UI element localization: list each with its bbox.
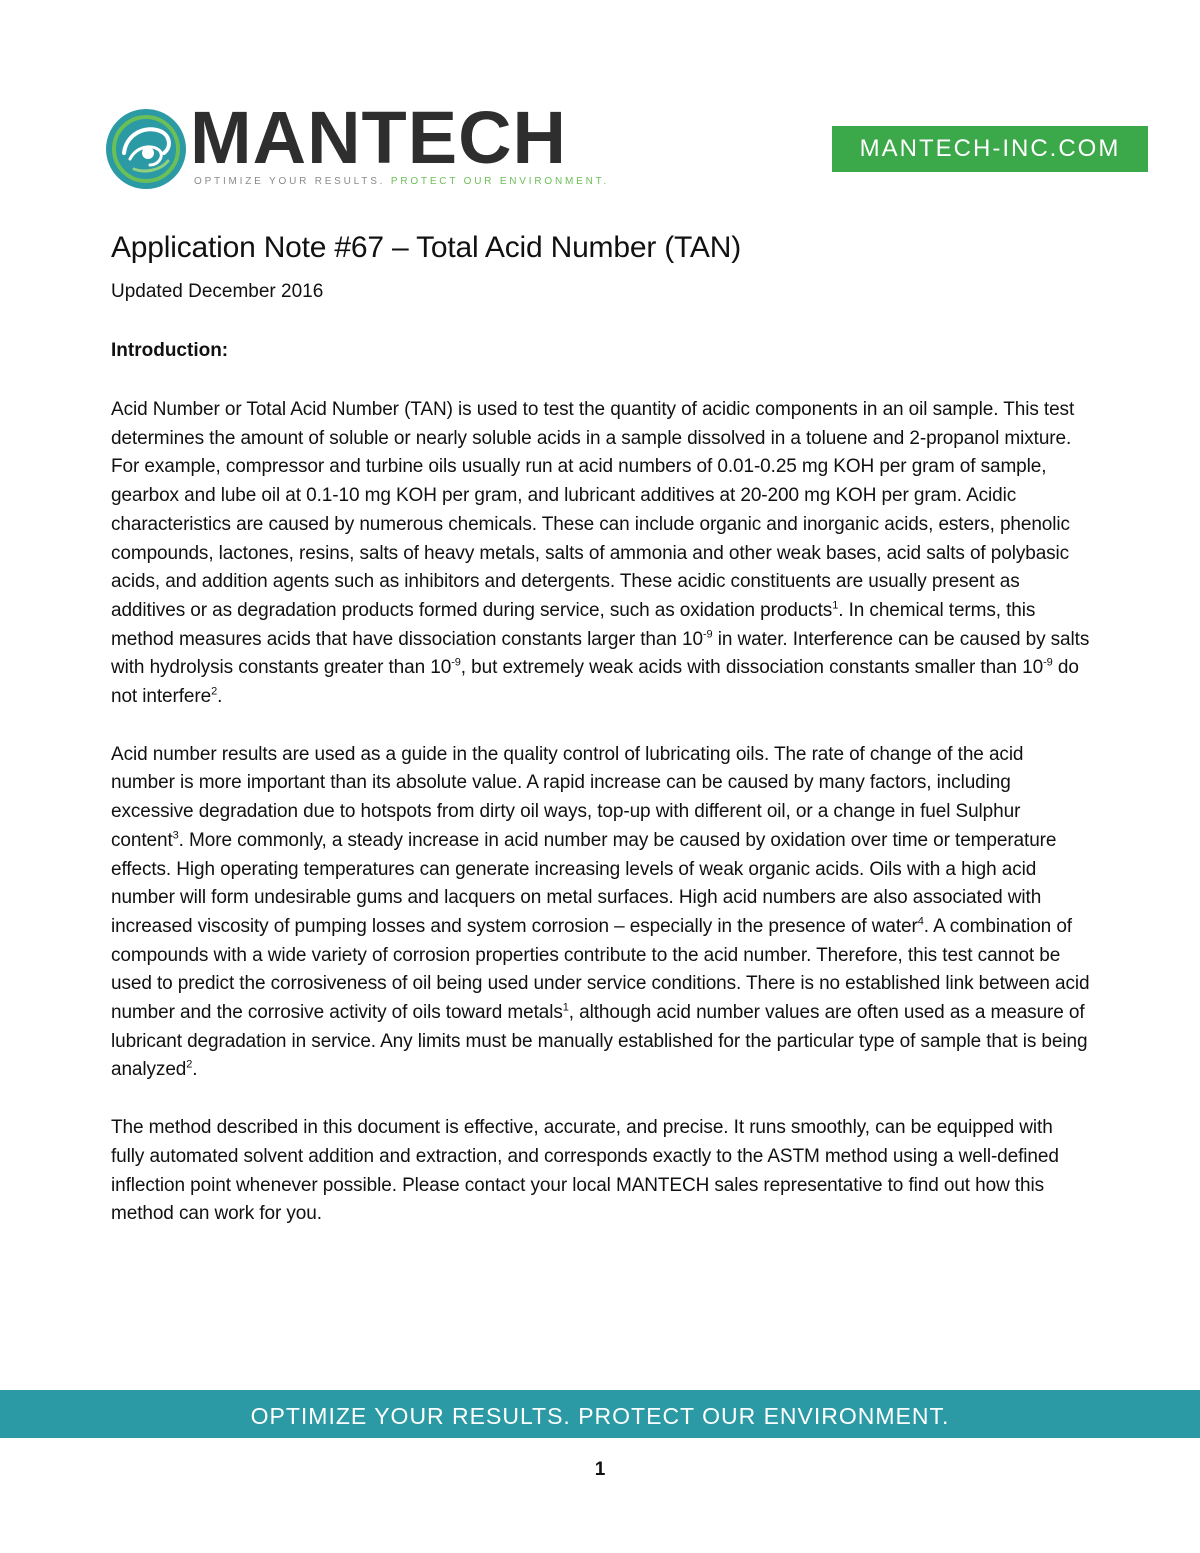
logo-tagline bbox=[194, 176, 609, 188]
footnote-superscript: 3 bbox=[172, 829, 179, 842]
logo-tagline-part1: OPTIMIZE YOUR RESULTS. bbox=[194, 176, 386, 187]
footnote-superscript: 1 bbox=[562, 1001, 569, 1014]
paragraph-text: do not interfere bbox=[111, 657, 1079, 708]
footer-slogan-band: OPTIMIZE YOUR RESULTS. PROTECT OUR ENVIRONMENT. bbox=[0, 1390, 1200, 1438]
footnote-superscript: 2 bbox=[211, 685, 218, 698]
document-title: Application Note #67 – Total Acid Number (TAN) bbox=[111, 231, 741, 264]
paragraph-text: . More commonly, a steady increase in acid number may be caused by oxidation over time or temperature effects. High operating temperatures can generate increasing levels of weak organic acids. Oils with a high acid number will form undesirable gums and lacquers on metal surfaces. High acid numbers are also associated with increased viscosity of pumping losses and system corrosion – especially in the presence of water bbox=[111, 829, 1057, 937]
footnote-superscript: 2 bbox=[186, 1059, 193, 1072]
document-body bbox=[111, 228, 1091, 1229]
introduction-paragraphs bbox=[111, 396, 1091, 1229]
footnote-superscript: -9 bbox=[702, 628, 713, 641]
footnote-superscript: -9 bbox=[451, 657, 461, 669]
logo-tagline-part2: PROTECT OUR ENVIRONMENT. bbox=[390, 176, 609, 187]
page-number: 1 bbox=[594, 1459, 606, 1480]
updated-date: Updated December 2016 bbox=[111, 281, 324, 302]
paragraph-text: . bbox=[217, 686, 223, 708]
paragraph-text: , although acid number values are often used as a measure of lubricant degradation in service. Any limits must be manually established for the particular type of sample that is being analyzed bbox=[111, 1002, 1088, 1081]
body-paragraph bbox=[111, 741, 1091, 1085]
website-badge[interactable]: MANTECH-INC.COM bbox=[832, 126, 1148, 172]
section-heading-introduction: Introduction: bbox=[111, 340, 229, 361]
swirl-logo-icon bbox=[104, 107, 188, 191]
footnote-superscript: 1 bbox=[832, 599, 839, 612]
paragraph-text: in water. Interference can be caused by salts with hydrolysis constants greater than 10 bbox=[111, 628, 1090, 679]
company-logo bbox=[104, 96, 609, 194]
paragraph-text: Acid Number or Total Acid Number (TAN) is used to test the quantity of acidic components in an oil sample. This test determines the amount of soluble or nearly soluble acids in a sample dissolved in a toluene and 2-propanol mixture. For example, compressor and turbine oils usually run at acid numbers of 0.01-0.25 mg KOH per gram of sample, gearbox and lube oil at 0.1-10 mg KOH per gram, and lubricant additives at 20-200 mg KOH per gram. Acidic characteristics are caused by numerous chemicals. These can include organic and inorganic acids, esters, phenolic compounds, lactones, resins, salts of heavy metals, salts of ammonia and other weak bases, acid salts of polybasic acids, and addition agents such as inhibitors and detergents. These acidic constituents are usually present as additives or as degradation products formed during service, such as oxidation products bbox=[111, 399, 1075, 621]
footnote-superscript: 4 bbox=[917, 915, 924, 928]
paragraph-text: Acid number results are used as a guide in the quality control of lubricating oils. The rate of change of the acid number is more important than its absolute value. A rapid increase can be caused by many factors, including excessive degradation due to hotspots from dirty oil ways, top-up with different oil, or a change in fuel Sulphur content bbox=[111, 743, 1024, 851]
body-paragraph bbox=[111, 396, 1091, 712]
paragraph-text: . In chemical terms, this method measures acids that have dissociation constants larger than 10 bbox=[111, 599, 1036, 650]
paragraph-text: The method described in this document is effective, accurate, and precise. It runs smoothly, can be equipped with fully automated solvent addition and extraction, and corresponds exactly to the ASTM method using a well-defined inflection point whenever possible. Please contact your local MANTECH sales representative to find out how this method can work for you. bbox=[111, 1117, 1059, 1225]
logo-wordmark: MANTECH bbox=[190, 96, 567, 179]
footnote-superscript: -9 bbox=[1043, 657, 1053, 669]
paragraph-text: . A combination of compounds with a wide variety of corrosion properties contribute to the acid number. Therefore, this test cannot be used to predict the corrosiveness of oil being used under service conditions. There is no established link between acid number and the corrosive activity of oils toward metals bbox=[111, 915, 1090, 1024]
body-paragraph bbox=[111, 1114, 1091, 1229]
paragraph-text: . bbox=[192, 1059, 198, 1081]
paragraph-text: , but extremely weak acids with dissociation constants smaller than 10 bbox=[460, 657, 1044, 679]
